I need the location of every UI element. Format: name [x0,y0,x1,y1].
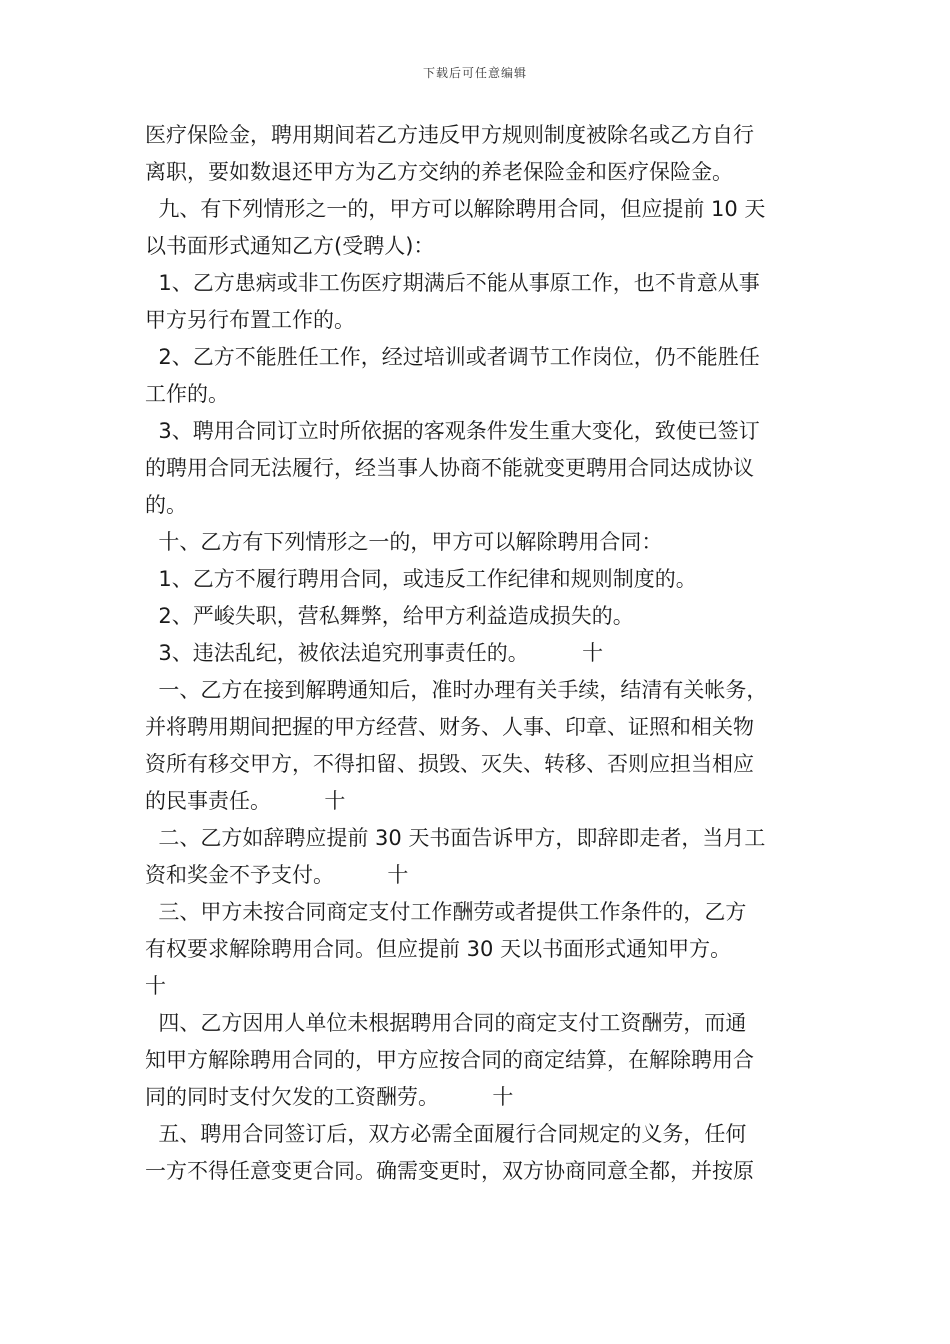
text-line: 资所有移交甲方，不得扣留、损毁、灭失、转移、否则应担当相应 [145,752,754,776]
text-line: 甲方另行布置工作的。 [145,308,355,332]
text-line: 的。 [145,493,187,517]
text-line: 2、乙方不能胜任工作，经过培训或者调节工作岗位，仍不能胜任 [145,345,760,369]
text-line: 九、有下列情形之一的，甲方可以解除聘用合同，但应提前 10 天 [145,197,766,221]
text-line: 同的同时支付欠发的工资酬劳。 十 [145,1085,514,1109]
text-line: 工作的。 [145,382,229,406]
text-line: 并将聘用期间把握的甲方经营、财务、人事、印章、证照和相关物 [145,715,754,739]
text-line: 五、聘用合同签订后，双方必需全面履行合同规定的义务，任何 [145,1122,747,1146]
text-line: 的聘用合同无法履行，经当事人协商不能就变更聘用合同达成协议 [145,456,754,480]
text-line: 以书面形式通知乙方(受聘人)： [145,234,435,258]
document-body [145,117,810,1190]
text-line: 的民事责任。 十 [145,789,346,813]
text-line: 资和奖金不予支付。 十 [145,863,409,887]
text-line: 二、乙方如辞聘应提前 30 天书面告诉甲方，即辞即走者，当月工 [145,826,766,850]
text-line: 一方不得任意变更合同。确需变更时，双方协商同意全都，并按原 [145,1159,754,1183]
text-line: 1、乙方患病或非工伤医疗期满后不能从事原工作，也不肯意从事 [145,271,760,295]
text-line: 十、乙方有下列情形之一的，甲方可以解除聘用合同： [145,530,663,554]
text-line: 3、违法乱纪，被依法追究刑事责任的。 十 [145,641,604,665]
text-line: 离职，要如数退还甲方为乙方交纳的养老保险金和医疗保险金。 [145,160,733,184]
text-line: 四、乙方因用人单位未根据聘用合同的商定支付工资酬劳，而通 [145,1011,747,1035]
text-line: 知甲方解除聘用合同的，甲方应按合同的商定结算，在解除聘用合 [145,1048,754,1072]
text-line: 2、严峻失职，营私舞弊，给甲方利益造成损失的。 [145,604,634,628]
text-line: 三、甲方未按合同商定支付工作酬劳或者提供工作条件的，乙方 [145,900,747,924]
text-line: 3、聘用合同订立时所依据的客观条件发生重大变化，致使已签订 [145,419,760,443]
text-line: 医疗保险金，聘用期间若乙方违反甲方规则制度被除名或乙方自行 [145,123,754,147]
text-line: 一、乙方在接到解聘通知后，准时办理有关手续，结清有关帐务， [145,678,768,702]
text-line: 有权要求解除聘用合同。但应提前 30 天以书面形式通知甲方。 [145,937,732,961]
text-line: 十 [145,974,166,998]
page-header: 下载后可任意编辑 [422,66,527,80]
text-line: 1、乙方不履行聘用合同，或违反工作纪律和规则制度的。 [145,567,697,591]
